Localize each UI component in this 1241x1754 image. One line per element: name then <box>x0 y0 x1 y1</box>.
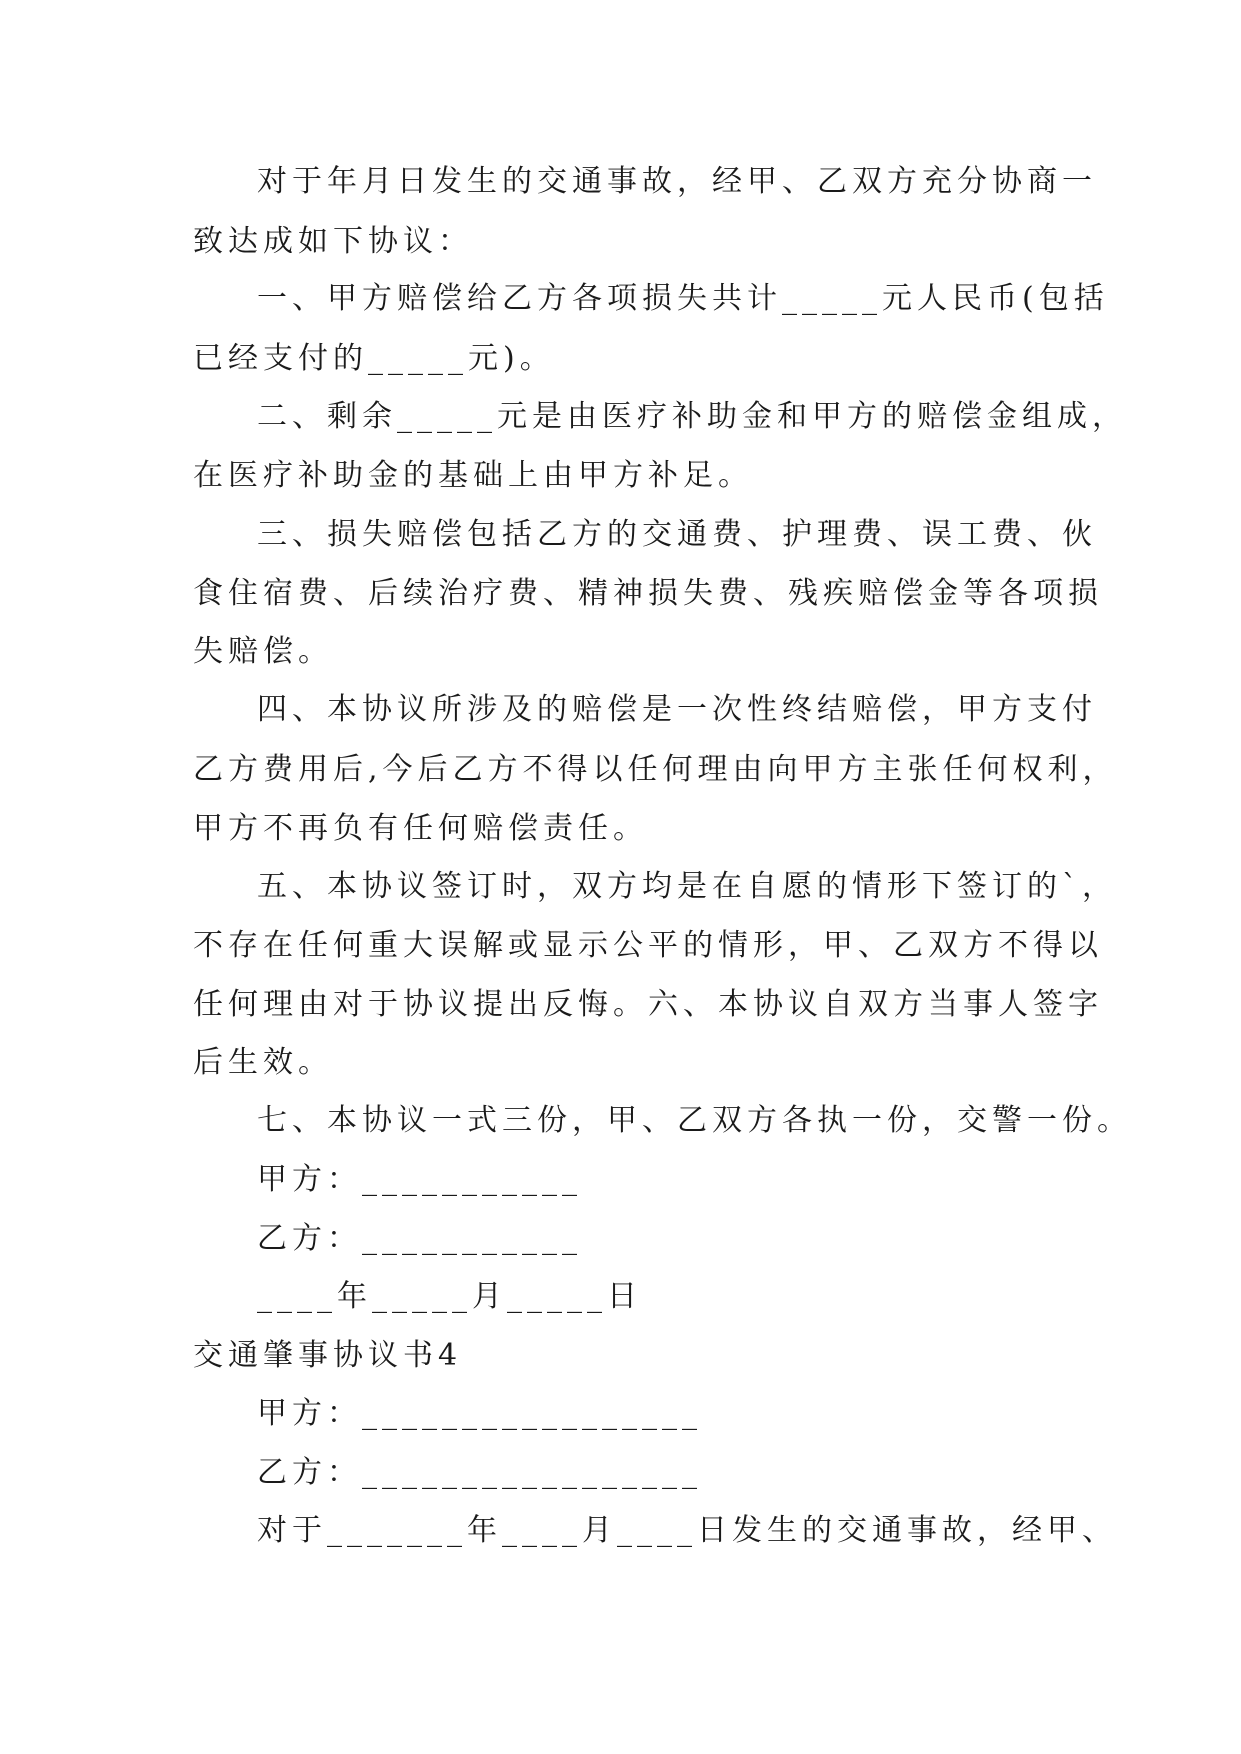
clause-5-line: 五、本协议签订时，双方均是在自愿的情形下签订的`， <box>257 869 1117 904</box>
date-line: ____年_____月_____日 <box>257 1279 642 1314</box>
clause-5-line: 不存在任何重大误解或显示公平的情形，甲、乙双方不得以 <box>193 928 1103 963</box>
clause-4-line: 四、本协议所涉及的赔偿是一次性终结赔偿，甲方支付 <box>257 692 1097 727</box>
clause-4-line: 甲方不再负有任何赔偿责任。 <box>193 811 648 846</box>
clause-3-line: 失赔偿。 <box>193 634 333 669</box>
party-b-signature: 乙方：___________ <box>257 1221 582 1256</box>
clause-3-line: 食住宿费、后续治疗费、精神损失费、残疾赔偿金等各项损 <box>193 576 1103 611</box>
clause-3-line: 三、损失赔偿包括乙方的交通费、护理费、误工费、伙 <box>257 517 1097 552</box>
paragraph-line: 致达成如下协议： <box>193 224 473 259</box>
clause-7-line: 七、本协议一式三份，甲、乙双方各执一份，交警一份。 <box>257 1103 1132 1138</box>
section-title: 交通肇事协议书4 <box>193 1338 463 1373</box>
party-a-field: 甲方：_________________ <box>257 1396 702 1431</box>
party-a-signature: 甲方：___________ <box>257 1162 582 1197</box>
clause-5-line: 任何理由对于协议提出反悔。六、本协议自双方当事人签字 <box>193 987 1103 1022</box>
paragraph-line: 对于年月日发生的交通事故，经甲、乙双方充分协商一 <box>257 164 1097 199</box>
clause-5-line: 后生效。 <box>193 1045 333 1080</box>
paragraph-line: 对于_______年____月____日发生的交通事故，经甲、 <box>257 1513 1117 1548</box>
clause-2-line: 二、剩余_____元是由医疗补助金和甲方的赔偿金组成， <box>257 399 1127 434</box>
party-b-field: 乙方：_________________ <box>257 1455 702 1490</box>
clause-1-line: 一、甲方赔偿给乙方各项损失共计_____元人民币(包括 <box>257 281 1109 316</box>
clause-1-line: 已经支付的_____元)。 <box>193 341 555 376</box>
clause-4-line: 乙方费用后,今后乙方不得以任何理由向甲方主张任何权利， <box>193 752 1118 787</box>
clause-2-line: 在医疗补助金的基础上由甲方补足。 <box>193 458 753 493</box>
